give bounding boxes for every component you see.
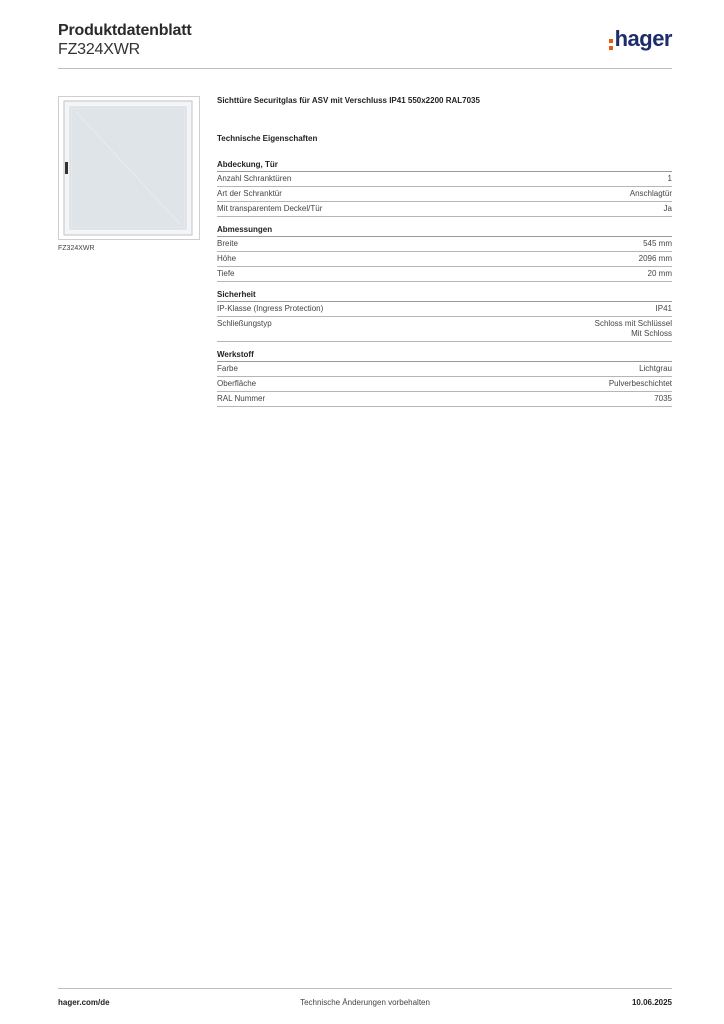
spec-label: Anzahl Schranktüren (217, 174, 292, 183)
spec-label: Mit transparentem Deckel/Tür (217, 204, 323, 213)
spec-value: 7035 (654, 394, 672, 403)
spec-value: IP41 (655, 304, 672, 313)
spec-label: IP-Klasse (Ingress Protection) (217, 304, 324, 313)
spec-group-sicherheit (217, 290, 672, 342)
spec-row (217, 392, 672, 407)
logo-dots-icon (609, 39, 613, 50)
spec-group-werkstoff (217, 350, 672, 407)
product-code: FZ324XWR (58, 41, 140, 58)
product-image (58, 96, 200, 240)
spec-row (217, 362, 672, 377)
spec-label: Oberfläche (217, 379, 257, 388)
glass-door-image (62, 100, 194, 236)
spec-value: Anschlagtür (629, 189, 672, 198)
spec-value (595, 319, 672, 339)
image-caption: FZ324XWR (58, 245, 95, 252)
spec-row (217, 202, 672, 217)
footer-divider (58, 988, 672, 989)
spec-row (217, 252, 672, 267)
spec-value: Pulverbeschichtet (608, 379, 672, 388)
spec-row (217, 267, 672, 282)
spec-row (217, 237, 672, 252)
spec-label: RAL Nummer (217, 394, 266, 403)
group-title: Abdeckung, Tür (217, 160, 672, 172)
spec-value-line: Mit Schloss (631, 329, 672, 338)
spec-label: Breite (217, 239, 238, 248)
group-title: Werkstoff (217, 350, 672, 362)
footer-date: 10.06.2025 (631, 998, 672, 1007)
spec-value: 545 mm (643, 239, 672, 248)
spec-value: 1 (667, 174, 672, 183)
hager-logo (609, 26, 672, 53)
spec-value: Lichtgrau (639, 364, 672, 373)
spec-label: Höhe (217, 254, 237, 263)
footer-note: Technische Änderungen vorbehalten (300, 998, 430, 1007)
group-title: Abmessungen (217, 225, 672, 237)
spec-row (217, 302, 672, 317)
spec-label: Schließungstyp (217, 319, 272, 328)
product-specs (217, 96, 672, 415)
spec-value: 20 mm (647, 269, 672, 278)
spec-value: 2096 mm (638, 254, 672, 263)
header-divider (58, 68, 672, 69)
spec-group-abdeckung (217, 160, 672, 217)
group-title: Sicherheit (217, 290, 672, 302)
spec-value-line: Schloss mit Schlüssel (594, 319, 672, 328)
spec-label: Tiefe (217, 269, 235, 278)
document-header (58, 20, 672, 68)
spec-value: Ja (663, 204, 672, 213)
product-title: Sichttüre Securitglas für ASV mit Verschluss IP41 550x2200 RAL7035 (217, 96, 480, 105)
spec-label: Farbe (217, 364, 238, 373)
spec-label: Art der Schranktür (217, 189, 282, 198)
spec-row (217, 377, 672, 392)
section-heading: Technische Eigenschaften (217, 134, 318, 143)
document-footer (58, 998, 672, 1010)
spec-row (217, 187, 672, 202)
logo-text: hager (614, 26, 672, 51)
document-title: Produktdatenblatt (58, 22, 192, 39)
spec-row (217, 317, 672, 342)
spec-group-abmessungen (217, 225, 672, 282)
footer-website-link[interactable]: hager.com/de (58, 998, 110, 1007)
spec-row (217, 172, 672, 187)
